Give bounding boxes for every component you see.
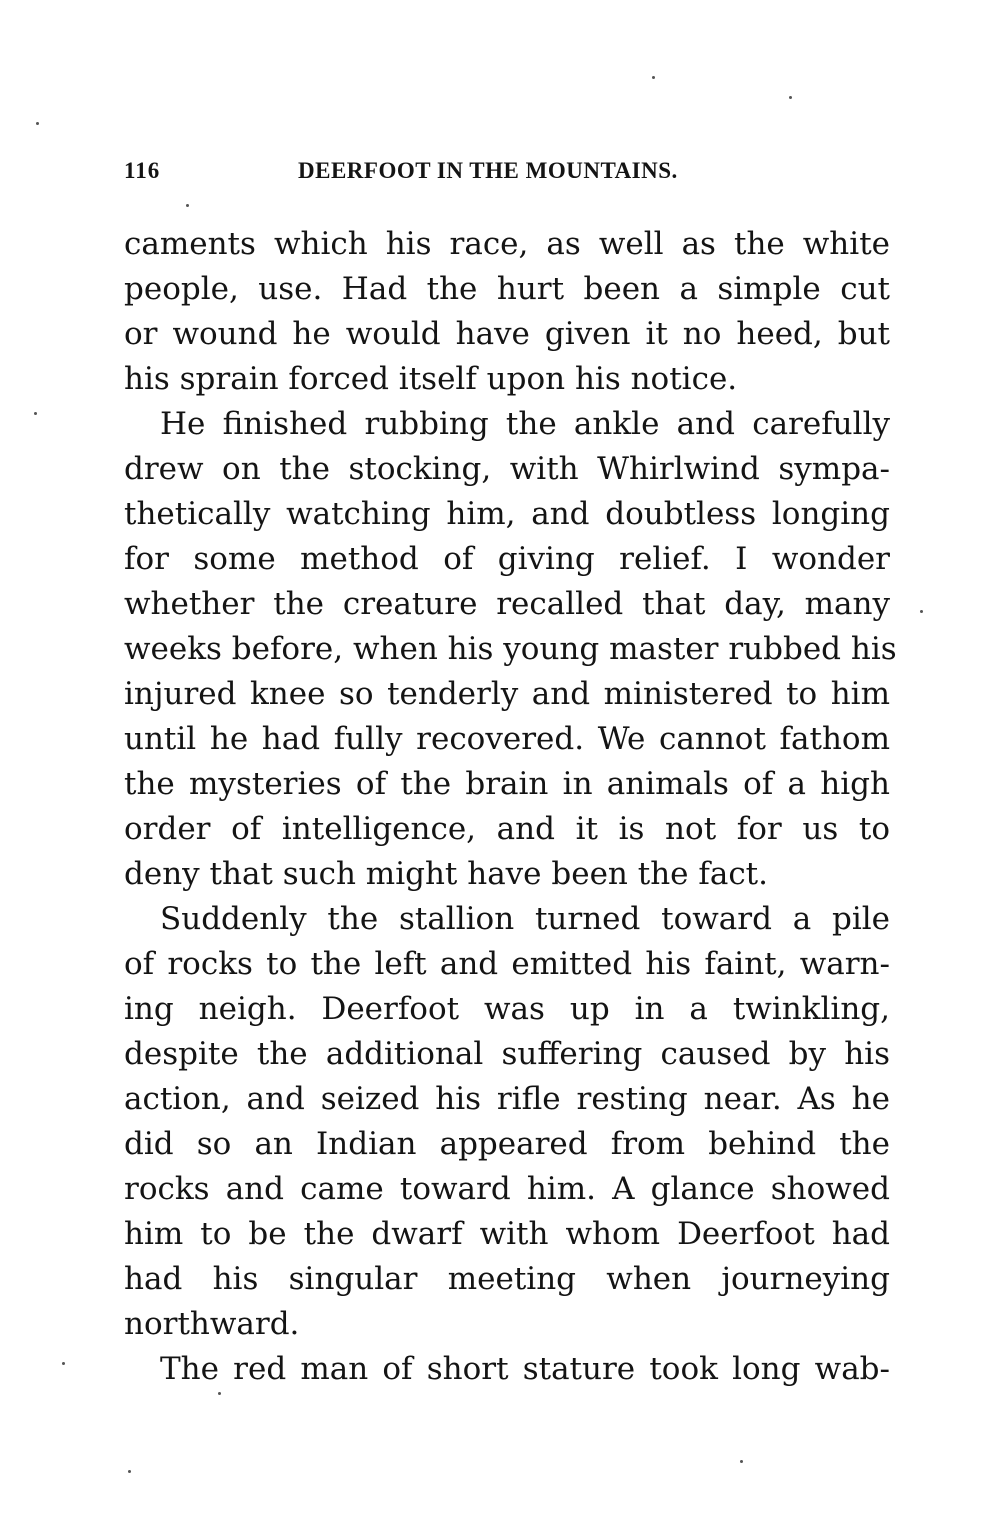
text-line: rocks and came toward him. A glance showed <box>124 1171 890 1207</box>
text-line: people, use. Had the hurt been a simple cut <box>124 271 890 307</box>
text-line: did so an Indian appeared from behind the <box>124 1126 890 1162</box>
scan-speck <box>218 1392 221 1395</box>
text-line: his sprain forced itself upon his notice. <box>124 361 738 397</box>
scan-speck <box>128 1470 131 1473</box>
text-line: thetically watching him, and doubtless longing <box>124 496 890 532</box>
text-line: The red man of short stature took long wab- <box>160 1351 890 1387</box>
text-line: deny that such might have been the fact. <box>124 856 768 892</box>
body-text <box>124 222 897 1392</box>
text-line: injured knee so tenderly and ministered to him <box>124 676 890 712</box>
scan-speck <box>186 204 189 207</box>
text-line: Suddenly the stallion turned toward a pile <box>160 901 890 937</box>
text-line: until he had fully recovered. We cannot fathom <box>124 721 890 757</box>
scan-speck <box>920 610 923 613</box>
text-line: for some method of giving relief. I wonder <box>124 541 890 577</box>
text-line: order of intelligence, and it is not for us to <box>124 811 890 847</box>
text-line: He finished rubbing the ankle and carefully <box>160 406 890 442</box>
scan-speck <box>652 76 655 79</box>
text-line: whether the creature recalled that day, many <box>124 586 890 622</box>
text-line: or wound he would have given it no heed, but <box>124 316 890 352</box>
text-line: the mysteries of the brain in animals of a high <box>124 766 890 802</box>
running-head <box>124 158 888 194</box>
scan-speck <box>62 1362 65 1365</box>
scan-speck <box>740 1460 743 1463</box>
text-line: despite the additional suffering caused by his <box>124 1036 890 1072</box>
text-line: caments which his race, as well as the white <box>124 226 890 262</box>
text-line: of rocks to the left and emitted his faint, warn- <box>124 946 890 982</box>
text-line: him to be the dwarf with whom Deerfoot had <box>124 1216 890 1252</box>
text-line: action, and seized his rifle resting near. As he <box>124 1081 890 1117</box>
scan-speck <box>34 412 37 415</box>
scan-speck <box>789 96 792 99</box>
page-number: 116 <box>124 158 161 183</box>
text-line: weeks before, when his young master rubbed his <box>124 631 897 667</box>
running-title: DEERFOOT IN THE MOUNTAINS. <box>298 158 678 183</box>
text-line: drew on the stocking, with Whirlwind sympa- <box>124 451 890 487</box>
text-line: had his singular meeting when journeying <box>124 1261 890 1297</box>
scan-speck <box>36 122 39 125</box>
text-line: ing neigh. Deerfoot was up in a twinkling, <box>124 991 890 1027</box>
text-line: northward. <box>124 1306 300 1342</box>
